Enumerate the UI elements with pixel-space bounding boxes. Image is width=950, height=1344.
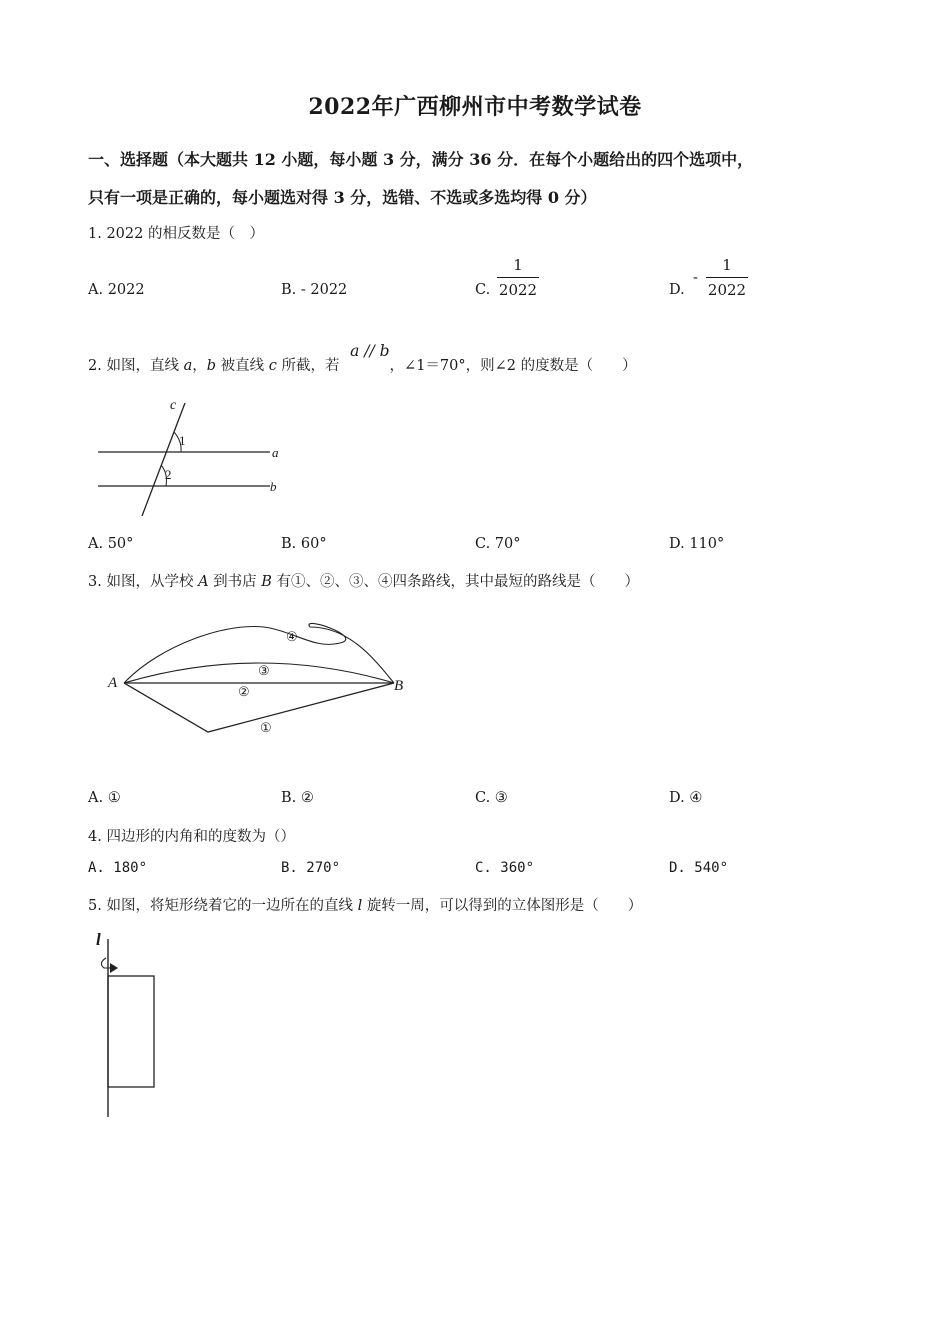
q1-option-c-fraction	[497, 256, 539, 299]
stem-text: 所截，若	[281, 358, 340, 374]
var-c: c	[268, 358, 277, 374]
q1-option-d-sign: -	[693, 270, 698, 286]
route-4-label: ④	[286, 629, 298, 644]
question-5-stem	[88, 894, 642, 915]
q2-option-c: C. 70°	[475, 536, 521, 552]
fraction-numerator: 1	[722, 256, 732, 274]
q1-option-d-label: D.	[669, 282, 685, 298]
question-3-stem	[88, 570, 639, 591]
question-1-stem: 1. 2022 的相反数是（ ）	[88, 226, 264, 242]
option-label: A.	[88, 282, 108, 298]
arrowhead-icon	[110, 963, 118, 973]
stem-text: 被直线	[220, 358, 265, 374]
angle-2-label: 2	[165, 467, 172, 482]
route-1-label: ①	[260, 720, 272, 735]
var-B: B	[261, 574, 272, 590]
point-a-label: A	[108, 675, 118, 691]
label-a: a	[272, 445, 279, 460]
q5-figure	[90, 925, 170, 1125]
section-heading-line-1: 一、选择题（本大题共 12 小题，每小题 3 分，满分 36 分．在每个小题给出的四个选项中，	[88, 150, 754, 169]
q3-option-c: C. ③	[475, 790, 508, 806]
rectangle	[108, 976, 154, 1087]
fraction-denominator: 2022	[498, 281, 538, 299]
stem-text: 旋转一周，可以得到的立体图形是（ ）	[366, 898, 643, 914]
q4-option-a: A. 180°	[88, 860, 148, 876]
var-l: l	[357, 898, 363, 914]
route-3-label: ③	[258, 663, 270, 678]
q3-figure	[100, 615, 420, 745]
line-c	[142, 403, 185, 516]
option-value: - 2022	[300, 282, 348, 298]
q2-figure	[90, 395, 290, 520]
stem-text: ，∠1＝70°，则∠2 的度数是（ ）	[389, 358, 637, 374]
q1-option-d-fraction	[706, 256, 748, 299]
q2-option-d: D. 110°	[669, 536, 725, 552]
label-l: l	[96, 930, 101, 949]
stem-text: 2. 如图，直线	[88, 358, 179, 374]
question-4-stem: 4. 四边形的内角和的度数为（）	[88, 829, 295, 845]
label-b: b	[270, 479, 277, 494]
point-b-label: B	[394, 678, 404, 694]
q4-option-d: D. 540°	[669, 860, 729, 876]
route-2-label: ②	[238, 684, 250, 699]
option-value: 2022	[107, 282, 145, 298]
q4-option-c: C. 360°	[475, 860, 535, 876]
parallel-expression: a // b	[350, 342, 390, 360]
q2-option-a: A. 50°	[88, 536, 134, 552]
question-2-stem	[88, 342, 637, 375]
q3-option-d: D. ④	[669, 790, 703, 806]
stem-text: 有①、②、③、④四条路线，其中最短的路线是（ ）	[276, 574, 640, 590]
label-c: c	[170, 398, 177, 413]
q2-option-b: B. 60°	[281, 536, 327, 552]
fraction-denominator: 2022	[707, 281, 747, 299]
stem-text: 3. 如图，从学校	[88, 574, 194, 590]
stem-text: ，	[192, 358, 207, 374]
q1-option-a	[88, 282, 145, 298]
option-label: B.	[281, 282, 301, 298]
q1-option-b	[281, 282, 347, 298]
stem-text: 到书店	[213, 574, 257, 590]
q4-option-b: B. 270°	[281, 860, 341, 876]
route-1-polyline	[124, 683, 394, 732]
exam-title: 2022年广西柳州市中考数学试卷	[308, 94, 642, 120]
var-a: a	[183, 358, 193, 374]
angle-1-label: 1	[179, 433, 186, 448]
q3-option-a: A. ①	[88, 790, 121, 806]
stem-text: 5. 如图，将矩形绕着它的一边所在的直线	[88, 898, 353, 914]
var-A: A	[198, 574, 209, 590]
fraction-numerator: 1	[513, 256, 523, 274]
q1-option-c-label: C.	[475, 282, 491, 298]
section-heading-line-2: 只有一项是正确的，每小题选对得 3 分，选错、不选或多选均得 0 分）	[88, 188, 597, 207]
var-b: b	[206, 358, 217, 374]
q3-option-b: B. ②	[281, 790, 314, 806]
